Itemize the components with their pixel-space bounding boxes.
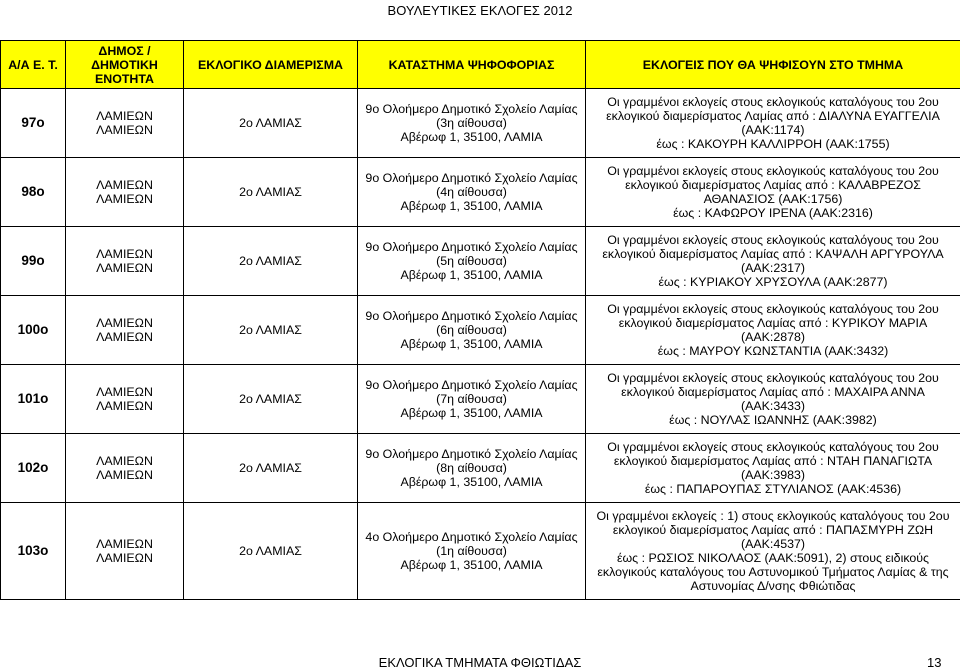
station-cell (358, 227, 586, 296)
station-line: (4η αίθουσα) (360, 185, 583, 199)
page-title: ΒΟΥΛΕΥΤΙΚΕΣ ΕΚΛΟΓΕΣ 2012 (0, 3, 960, 18)
station-line: 9ο Ολοήμερο Δημοτικό Σχολείο Λαμίας (360, 309, 583, 323)
voters-line: (ΑΑΚ:2317) (588, 261, 958, 275)
station-line: 9ο Ολοήμερο Δημοτικό Σχολείο Λαμίας (360, 171, 583, 185)
column-header-station: ΚΑΤΑΣΤΗΜΑ ΨΗΦΟΦΟΡΙΑΣ (358, 41, 586, 89)
row-number: 102ο (1, 434, 66, 503)
municipality-cell (66, 227, 184, 296)
voters-cell (586, 158, 960, 227)
municipality-cell (66, 365, 184, 434)
voters-cell (586, 227, 960, 296)
voters-line: Οι γραμμένοι εκλογείς : 1) στους εκλογικούς καταλόγους του 2ου (588, 509, 958, 523)
voters-cell (586, 503, 960, 600)
column-header-number: Α/Α Ε. Τ. (1, 41, 66, 89)
municipality-name: ΛΑΜΙΕΩΝ (68, 109, 181, 123)
district-cell: 2ο ΛΑΜΙΑΣ (184, 89, 358, 158)
voters-line: έως : ΚΥΡΙΑΚΟΥ ΧΡΥΣΟΥΛΑ (ΑΑΚ:2877) (588, 275, 958, 289)
station-line: 9ο Ολοήμερο Δημοτικό Σχολείο Λαμίας (360, 447, 583, 461)
district-cell: 2ο ΛΑΜΙΑΣ (184, 503, 358, 600)
station-line: Αβέρωφ 1, 35100, ΛΑΜΙΑ (360, 130, 583, 144)
station-line: Αβέρωφ 1, 35100, ΛΑΜΙΑ (360, 199, 583, 213)
station-line: 9ο Ολοήμερο Δημοτικό Σχολείο Λαμίας (360, 378, 583, 392)
voters-line: εκλογικού διαμερίσματος Λαμίας από : ΚΑΛΑΒΡΕΖΟΣ (588, 178, 958, 192)
station-line: (5η αίθουσα) (360, 254, 583, 268)
municipality-cell (66, 158, 184, 227)
column-header-voters: ΕΚΛΟΓΕΙΣ ΠΟΥ ΘΑ ΨΗΦΙΣΟΥΝ ΣΤΟ ΤΜΗΜΑ (586, 41, 960, 89)
row-number: 101ο (1, 365, 66, 434)
row-number: 97ο (1, 89, 66, 158)
municipality-cell (66, 89, 184, 158)
column-header-municipality: ΔΗΜΟΣ / ΔΗΜΟΤΙΚΗ ΕΝΟΤΗΤΑ (66, 41, 184, 89)
municipality-name: ΛΑΜΙΕΩΝ (68, 178, 181, 192)
voters-cell (586, 365, 960, 434)
municipal-unit-name: ΛΑΜΙΕΩΝ (68, 261, 181, 275)
footer-text: ΕΚΛΟΓΙΚΑ ΤΜΗΜΑΤΑ ΦΘΙΩΤΙΔΑΣ (0, 655, 960, 670)
station-cell (358, 503, 586, 600)
voters-cell (586, 296, 960, 365)
station-line: Αβέρωφ 1, 35100, ΛΑΜΙΑ (360, 337, 583, 351)
voters-line: (ΑΑΚ:3433) (588, 399, 958, 413)
municipality-name: ΛΑΜΙΕΩΝ (68, 316, 181, 330)
station-line: (6η αίθουσα) (360, 323, 583, 337)
station-line: (7η αίθουσα) (360, 392, 583, 406)
polling-stations-table (0, 40, 960, 600)
voters-line: εκλογικού διαμερίσματος Λαμίας από : ΠΑΠΑΣΜΥΡΗ ΖΩΗ (588, 523, 958, 537)
district-cell: 2ο ΛΑΜΙΑΣ (184, 158, 358, 227)
voters-cell (586, 434, 960, 503)
voters-line: Αστυνομίας Δ/νσης Φθιώτιδας (588, 579, 958, 593)
row-number: 98ο (1, 158, 66, 227)
station-line: (1η αίθουσα) (360, 544, 583, 558)
district-cell: 2ο ΛΑΜΙΑΣ (184, 365, 358, 434)
station-cell (358, 434, 586, 503)
voters-line: εκλογικούς καταλόγους του Αστυνομικού Τμήματος Λαμίας & της (588, 565, 958, 579)
municipality-name: ΛΑΜΙΕΩΝ (68, 537, 181, 551)
row-number: 100ο (1, 296, 66, 365)
page-number: 13 (927, 655, 941, 670)
station-cell (358, 296, 586, 365)
voters-line: Οι γραμμένοι εκλογείς στους εκλογικούς καταλόγους του 2ου (588, 302, 958, 316)
table-row (1, 227, 960, 296)
municipal-unit-name: ΛΑΜΙΕΩΝ (68, 399, 181, 413)
station-line: 9ο Ολοήμερο Δημοτικό Σχολείο Λαμίας (360, 240, 583, 254)
table-row (1, 158, 960, 227)
municipality-cell (66, 503, 184, 600)
voters-line: έως : ΚΑΚΟΥΡΗ ΚΑΛΛΙΡΡΟΗ (ΑΑΚ:1755) (588, 137, 958, 151)
station-cell (358, 158, 586, 227)
voters-line: έως : ΝΟΥΛΑΣ ΙΩΑΝΝΗΣ (ΑΑΚ:3982) (588, 413, 958, 427)
voters-line: (ΑΑΚ:3983) (588, 468, 958, 482)
table-row (1, 434, 960, 503)
voters-line: (ΑΑΚ:2878) (588, 330, 958, 344)
station-line: 4ο Ολοήμερο Δημοτικό Σχολείο Λαμίας (360, 530, 583, 544)
table-row (1, 503, 960, 600)
voters-line: εκλογικού διαμερίσματος Λαμίας από : ΚΑΨΑΛΗ ΑΡΓΥΡΟΥΛΑ (588, 247, 958, 261)
municipality-name: ΛΑΜΙΕΩΝ (68, 454, 181, 468)
municipal-unit-name: ΛΑΜΙΕΩΝ (68, 123, 181, 137)
station-line: 9ο Ολοήμερο Δημοτικό Σχολείο Λαμίας (360, 102, 583, 116)
voters-line: Οι γραμμένοι εκλογείς στους εκλογικούς καταλόγους του 2ου (588, 440, 958, 454)
station-line: (8η αίθουσα) (360, 461, 583, 475)
station-cell (358, 365, 586, 434)
municipality-name: ΛΑΜΙΕΩΝ (68, 385, 181, 399)
municipality-name: ΛΑΜΙΕΩΝ (68, 247, 181, 261)
voters-line: έως : ΜΑΥΡΟΥ ΚΩΝΣΤΑΝΤΙΑ (ΑΑΚ:3432) (588, 344, 958, 358)
voters-line: Οι γραμμένοι εκλογείς στους εκλογικούς καταλόγους του 2ου (588, 95, 958, 109)
municipal-unit-name: ΛΑΜΙΕΩΝ (68, 330, 181, 344)
row-number: 103ο (1, 503, 66, 600)
voters-line: εκλογικού διαμερίσματος Λαμίας από : ΝΤΑΗ ΠΑΝΑΓΙΩΤΑ (588, 454, 958, 468)
station-line: Αβέρωφ 1, 35100, ΛΑΜΙΑ (360, 558, 583, 572)
station-line: Αβέρωφ 1, 35100, ΛΑΜΙΑ (360, 268, 583, 282)
voters-line: Οι γραμμένοι εκλογείς στους εκλογικούς καταλόγους του 2ου (588, 371, 958, 385)
row-number: 99ο (1, 227, 66, 296)
column-header-district: ΕΚΛΟΓΙΚΟ ΔΙΑΜΕΡΙΣΜΑ (184, 41, 358, 89)
voters-line: Οι γραμμένοι εκλογείς στους εκλογικούς καταλόγους του 2ου (588, 164, 958, 178)
municipal-unit-name: ΛΑΜΙΕΩΝ (68, 192, 181, 206)
table-header-row (1, 41, 960, 89)
table-row (1, 296, 960, 365)
voters-line: Οι γραμμένοι εκλογείς στους εκλογικούς καταλόγους του 2ου (588, 233, 958, 247)
voters-line: εκλογικού διαμερίσματος Λαμίας από : ΚΥΡΙΚΟΥ ΜΑΡΙΑ (588, 316, 958, 330)
voters-line: έως : ΡΩΣΙΟΣ ΝΙΚΟΛΑΟΣ (ΑΑΚ:5091), 2) στους ειδικούς (588, 551, 958, 565)
voters-line: έως : ΠΑΠΑΡΟΥΠΑΣ ΣΤΥΛΙΑΝΟΣ (ΑΑΚ:4536) (588, 482, 958, 496)
municipality-cell (66, 296, 184, 365)
municipality-cell (66, 434, 184, 503)
voters-cell (586, 89, 960, 158)
station-line: Αβέρωφ 1, 35100, ΛΑΜΙΑ (360, 475, 583, 489)
district-cell: 2ο ΛΑΜΙΑΣ (184, 296, 358, 365)
voters-line: έως : ΚΑΦΩΡΟΥ ΙΡΕΝΑ (ΑΑΚ:2316) (588, 206, 958, 220)
station-cell (358, 89, 586, 158)
voters-line: εκλογικού διαμερίσματος Λαμίας από : ΜΑΧΑΙΡΑ ΑΝΝΑ (588, 385, 958, 399)
table-row (1, 89, 960, 158)
table-row (1, 365, 960, 434)
municipal-unit-name: ΛΑΜΙΕΩΝ (68, 468, 181, 482)
voters-line: (ΑΑΚ:1174) (588, 123, 958, 137)
district-cell: 2ο ΛΑΜΙΑΣ (184, 434, 358, 503)
station-line: Αβέρωφ 1, 35100, ΛΑΜΙΑ (360, 406, 583, 420)
voters-line: εκλογικού διαμερίσματος Λαμίας από : ΔΙΑΛΥΝΑ ΕΥΑΓΓΕΛΙΑ (588, 109, 958, 123)
voters-line: ΑΘΑΝΑΣΙΟΣ (ΑΑΚ:1756) (588, 192, 958, 206)
district-cell: 2ο ΛΑΜΙΑΣ (184, 227, 358, 296)
voters-line: (ΑΑΚ:4537) (588, 537, 958, 551)
station-line: (3η αίθουσα) (360, 116, 583, 130)
municipal-unit-name: ΛΑΜΙΕΩΝ (68, 551, 181, 565)
